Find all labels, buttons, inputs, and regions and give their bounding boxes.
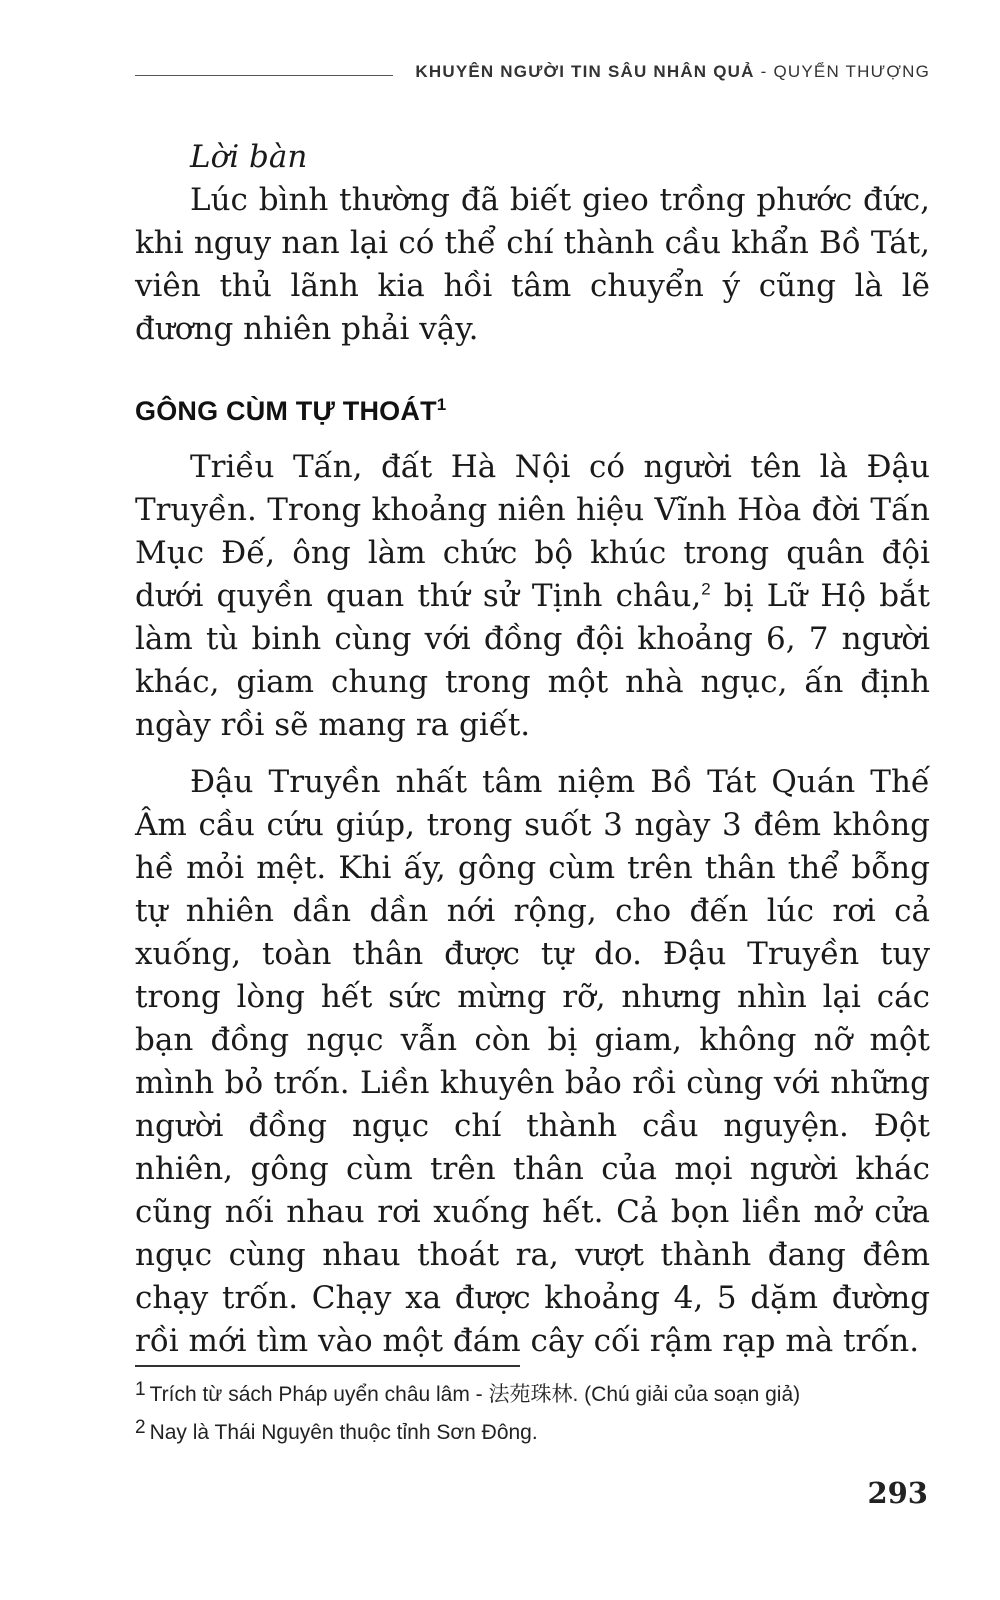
section-title xyxy=(135,396,446,427)
story-paragraph-1 xyxy=(135,446,930,747)
section-title-text: GÔNG CÙM TỰ THOÁT xyxy=(135,396,437,426)
book-volume: QUYỂN THƯỢNG xyxy=(773,62,930,81)
comment-heading: Lời bàn xyxy=(190,139,308,175)
footnotes xyxy=(135,1365,935,1449)
footnote-ref-1: 1 xyxy=(436,395,447,414)
story-paragraph-2: Đậu Truyền nhất tâm niệm Bồ Tát Quán Thế Âm cầu cứu giúp, trong suốt 3 ngày 3 đêm không hề mỏi mệt. Khi ấy, gông cùm trên thân thể bỗng tự nhiên dần dần nới rộng, cho đến lúc rơi cả xuống, toàn thân được tự do. Đậu Truyền tuy trong lòng hết sức mừng rỡ, nhưng nhìn lại các bạn đồng ngục vẫn còn bị giam, không nỡ một mình bỏ trốn. Liền khuyên bảo rồi cùng với những người đồng ngục chí thành cầu nguyện. Đột nhiên, gông cùm trên thân của mọi người khác cũng nối nhau rơi xuống hết. Cả bọn liền mở cửa ngục cùng nhau thoát ra, vượt thành đang đêm chạy trốn. Chạy xa được khoảng 4, 5 dặm đường rồi mới tìm vào một đám cây cối rậm rạp mà trốn. xyxy=(135,764,930,1359)
footnote-rule xyxy=(135,1365,520,1367)
comment-paragraph: Lúc bình thường đã biết gieo trồng phước đức, khi nguy nan lại có thể chí thành cầu khẩn Bồ Tát, viên thủ lãnh kia hồi tâm chuyển ý cũng là lẽ đương nhiên phải vậy. xyxy=(135,182,930,347)
footnote-1 xyxy=(135,1373,935,1411)
header-separator: - xyxy=(760,62,768,81)
story-paragraph-1-part-2: bị Lữ Hộ bắt làm tù binh cùng với đồng đội khoảng 6, 7 người khác, giam chung trong một nhà ngục, ấn định ngày rồi sẽ mang ra giết. xyxy=(135,578,930,743)
comment-block xyxy=(135,136,930,351)
footnote-2-number: 2 xyxy=(135,1417,146,1438)
book-series-title: KHUYÊN NGƯỜI TIN SÂU NHÂN QUẢ xyxy=(415,62,755,81)
footnote-2-text: Nay là Thái Nguyên thuộc tỉnh Sơn Đông. xyxy=(149,1421,538,1444)
footnote-ref-2: 2 xyxy=(701,579,711,599)
footnote-2 xyxy=(135,1411,935,1449)
footnote-1-number: 1 xyxy=(135,1379,146,1400)
running-header xyxy=(135,62,930,82)
header-rule xyxy=(135,75,393,76)
story-paragraph-1-part-1: Triều Tấn, đất Hà Nội có người tên là Đậu Truyền. Trong khoảng niên hiệu Vĩnh Hòa đời Tấn Mục Đế, ông làm chức bộ khúc trong quân đội dưới quyền quan thứ sử Tịnh châu, xyxy=(135,449,930,614)
footnote-1-text: Trích từ sách Pháp uyển châu lâm - 法苑珠林. (Chú giải của soạn giả) xyxy=(149,1383,801,1406)
page-number: 293 xyxy=(867,1476,928,1510)
story-block xyxy=(135,446,930,1363)
